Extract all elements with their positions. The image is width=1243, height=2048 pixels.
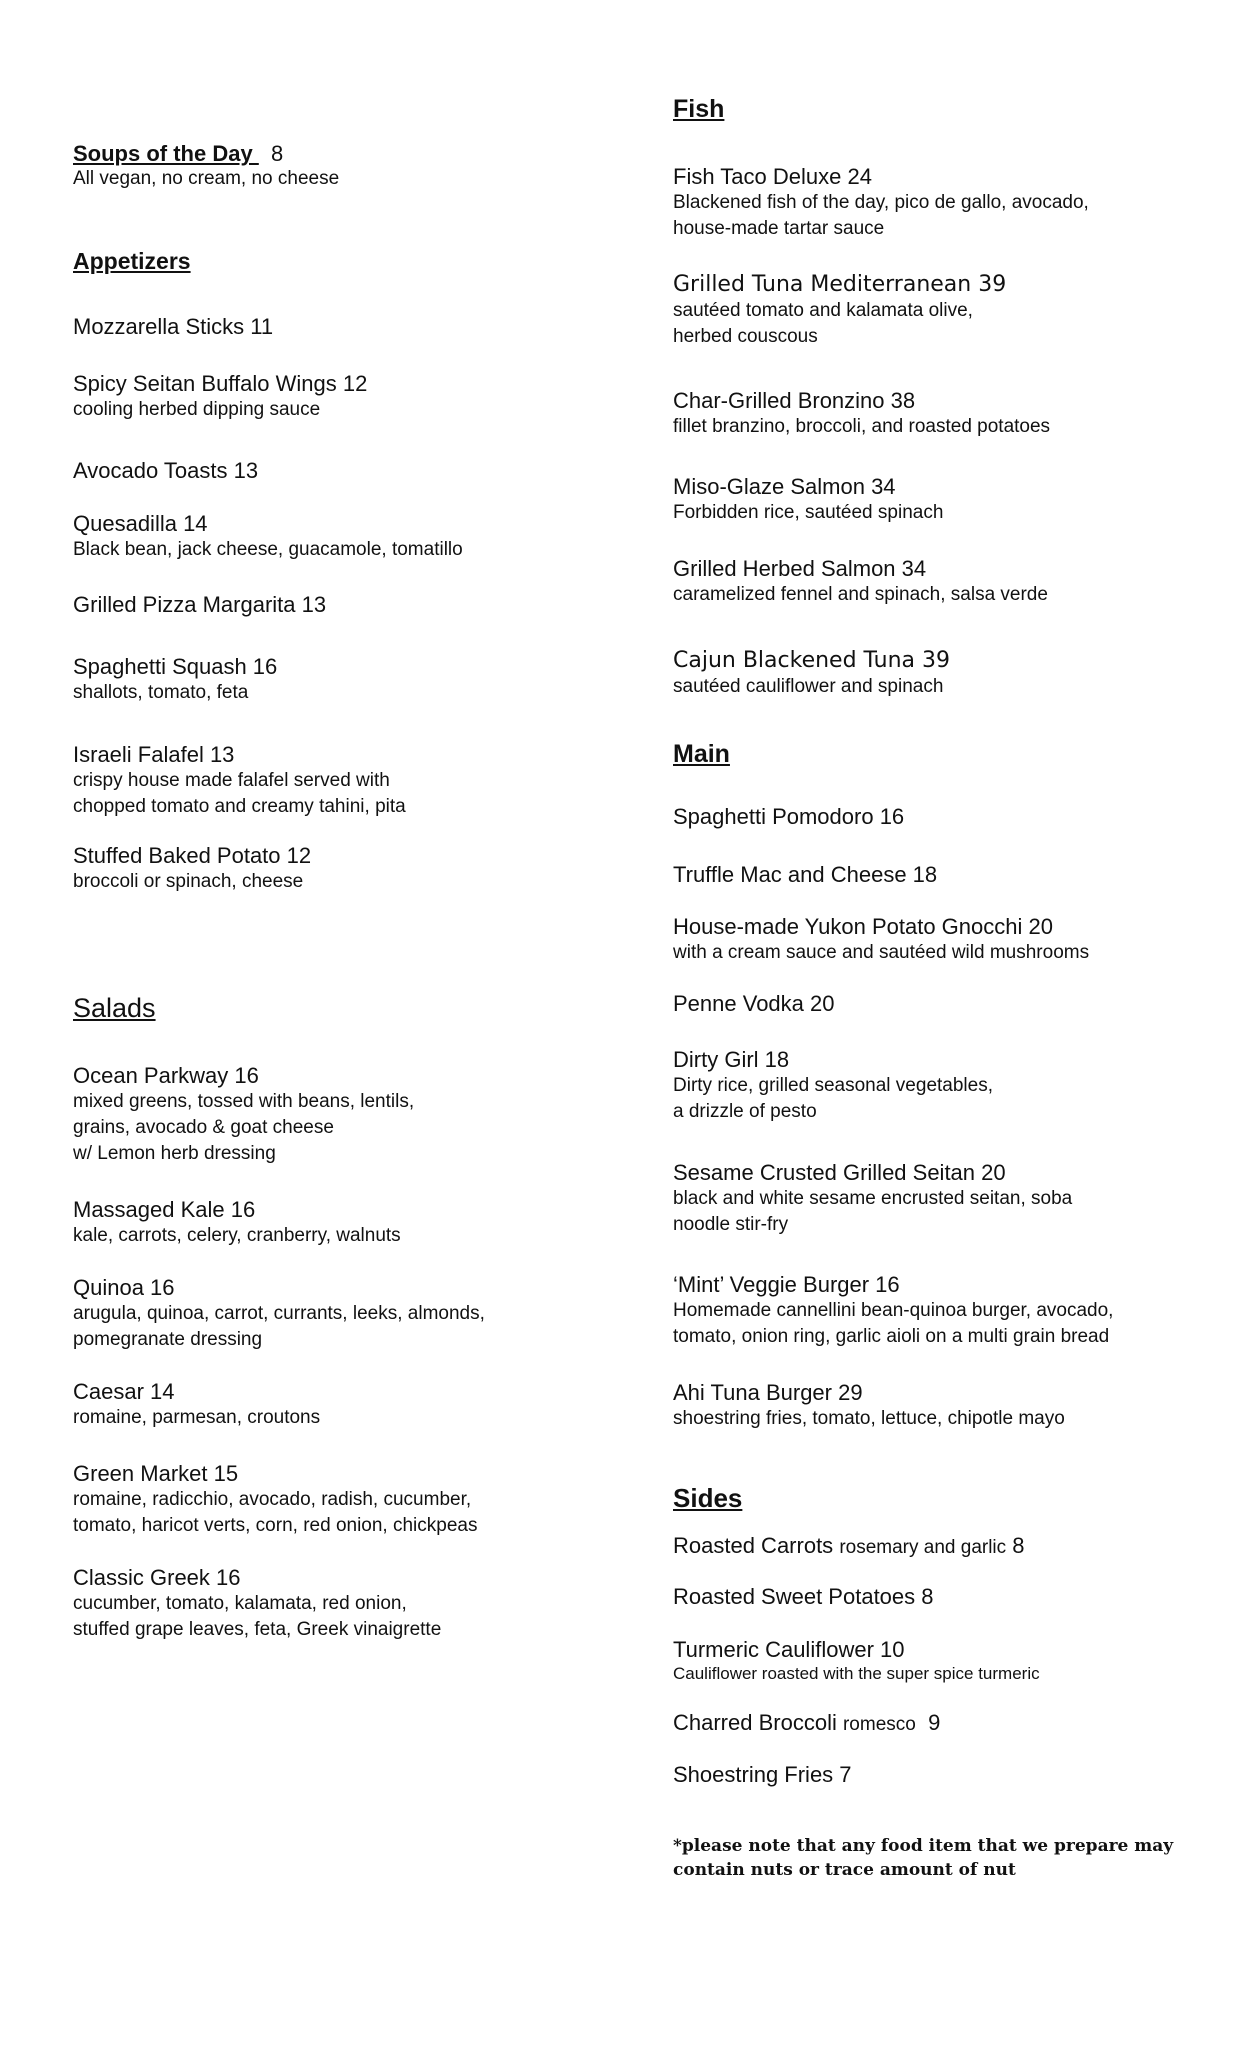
menu-item (73, 843, 311, 895)
item-desc: crispy house made falafel served with (73, 770, 390, 791)
item-name: Classic Greek 16 (73, 1565, 241, 1590)
menu-item (673, 1533, 1025, 1561)
item-desc: kale, carrots, celery, cranberry, walnuts (73, 1225, 401, 1246)
item-desc: shallots, tomato, feta (73, 682, 249, 703)
menu-item (673, 862, 937, 888)
item-name: Green Market 15 (73, 1461, 239, 1486)
fish-heading: Fish (673, 95, 725, 123)
item-desc: romaine, radicchio, avocado, radish, cucumber, (73, 1489, 472, 1510)
item-desc: Homemade cannellini bean-quinoa burger, avocado, (673, 1300, 1114, 1321)
item-desc: caramelized fennel and spinach, salsa verde (673, 584, 1048, 605)
item-name: Charred Broccoli romesco 9 (673, 1710, 941, 1735)
item-name: Mozzarella Sticks 11 (73, 314, 274, 339)
menu-item (673, 1160, 1072, 1238)
item-name: Grilled Herbed Salmon 34 (673, 556, 927, 581)
item-desc: w/ Lemon herb dressing (73, 1143, 276, 1164)
menu-item (673, 1710, 940, 1738)
menu-item (673, 1762, 852, 1788)
item-name: House-made Yukon Potato Gnocchi 20 (673, 914, 1053, 939)
menu-item (73, 592, 326, 618)
item-name: Israeli Falafel 13 (73, 742, 235, 767)
item-name: Quesadilla 14 (73, 511, 208, 536)
item-desc: arugula, quinoa, carrot, currants, leeks, almonds, (73, 1303, 485, 1324)
nut-allergy-note: *please note that any food item that we prepare may contain nuts or trace amount of nut (673, 1836, 1174, 1880)
item-desc: Cauliflower roasted with the super spice turmeric (673, 1664, 1040, 1683)
menu-item (673, 164, 1089, 242)
item-name: Ocean Parkway 16 (73, 1063, 259, 1088)
menu-item (73, 511, 463, 563)
menu-item (673, 556, 1048, 608)
item-desc: Dirty rice, grilled seasonal vegetables, (673, 1075, 993, 1096)
soups-section (73, 141, 339, 191)
item-desc: tomato, haricot verts, corn, red onion, chickpeas (73, 1515, 478, 1536)
item-name: Spaghetti Pomodoro 16 (673, 804, 905, 829)
salads-heading: Salads (73, 993, 156, 1023)
menu-item (73, 458, 258, 484)
appetizers-heading: Appetizers (73, 248, 191, 274)
item-desc: shoestring fries, tomato, lettuce, chipotle mayo (673, 1408, 1065, 1429)
menu-item (673, 804, 904, 830)
menu-item (673, 1272, 1113, 1350)
item-name: Spaghetti Squash 16 (73, 654, 278, 679)
item-desc: Forbidden rice, sautéed spinach (673, 502, 944, 523)
menu-item (73, 742, 406, 820)
item-desc: grains, avocado & goat cheese (73, 1117, 334, 1138)
item-name: ‘Mint’ Veggie Burger 16 (673, 1272, 900, 1297)
item-desc: chopped tomato and creamy tahini, pita (73, 796, 406, 817)
menu-item (673, 648, 950, 700)
menu-item (673, 1584, 934, 1610)
item-desc: house-made tartar sauce (673, 218, 885, 239)
item-inline-desc: romesco (842, 1714, 916, 1735)
item-name: Ahi Tuna Burger 29 (673, 1380, 863, 1405)
menu-item (73, 1063, 414, 1167)
item-desc: herbed couscous (673, 326, 818, 347)
item-name: Stuffed Baked Potato 12 (73, 843, 312, 868)
item-desc: Black bean, jack cheese, guacamole, tomatillo (73, 539, 463, 560)
item-desc: fillet branzino, broccoli, and roasted potatoes (673, 416, 1051, 437)
item-desc: romaine, parmesan, croutons (73, 1407, 321, 1428)
item-desc: broccoli or spinach, cheese (73, 871, 304, 892)
item-name: Grilled Tuna Mediterranean 39 (673, 272, 1007, 297)
menu-item (673, 1637, 1040, 1685)
item-name: Dirty Girl 18 (673, 1047, 790, 1072)
item-desc: noodle stir-fry (673, 1214, 789, 1235)
item-name: Turmeric Cauliflower 10 (673, 1637, 905, 1662)
item-desc: with a cream sauce and sautéed wild mushrooms (673, 942, 1090, 963)
item-desc: sautéed cauliflower and spinach (673, 676, 944, 697)
item-name: Miso-Glaze Salmon 34 (673, 474, 896, 499)
menu-item (73, 1565, 441, 1643)
menu-item (673, 474, 943, 526)
item-name: Char-Grilled Bronzino 38 (673, 388, 916, 413)
item-name: Cajun Blackened Tuna 39 (673, 648, 950, 673)
item-name: Truffle Mac and Cheese 18 (673, 862, 938, 887)
item-desc: tomato, onion ring, garlic aioli on a multi grain bread (673, 1326, 1110, 1347)
soups-desc: All vegan, no cream, no cheese (73, 168, 340, 189)
menu-item (673, 272, 1006, 350)
item-desc: cucumber, tomato, kalamata, red onion, (73, 1593, 407, 1614)
item-name: Penne Vodka 20 (673, 991, 835, 1016)
item-desc: cooling herbed dipping sauce (73, 399, 321, 420)
item-name: Fish Taco Deluxe 24 (673, 164, 872, 189)
item-inline-desc: rosemary and garlic (839, 1537, 1007, 1558)
item-desc: black and white sesame encrusted seitan, soba (673, 1188, 1073, 1209)
item-name: Roasted Carrots rosemary and garlic 8 (673, 1533, 1025, 1558)
item-name: Sesame Crusted Grilled Seitan 20 (673, 1160, 1006, 1185)
item-desc: mixed greens, tossed with beans, lentils, (73, 1091, 415, 1112)
menu-item (73, 1379, 320, 1431)
item-name: Spicy Seitan Buffalo Wings 12 (73, 371, 368, 396)
item-desc: sautéed tomato and kalamata olive, (673, 300, 973, 321)
main-heading: Main (673, 740, 730, 768)
menu-item (73, 1275, 485, 1353)
soups-price: 8 (271, 141, 284, 166)
soups-title: Soups of the Day (73, 141, 259, 166)
menu-item (673, 991, 834, 1017)
sides-heading: Sides (673, 1483, 743, 1513)
item-name: Roasted Sweet Potatoes 8 (673, 1584, 934, 1609)
item-name: Caesar 14 (73, 1379, 175, 1404)
item-name: Grilled Pizza Margarita 13 (73, 592, 327, 617)
item-name: Shoestring Fries 7 (673, 1762, 852, 1787)
menu-item (73, 371, 367, 423)
menu-item (673, 914, 1089, 966)
item-desc: Blackened fish of the day, pico de gallo, avocado, (673, 192, 1089, 213)
item-name: Avocado Toasts 13 (73, 458, 259, 483)
menu-item (673, 1380, 1065, 1432)
item-desc: stuffed grape leaves, feta, Greek vinaigrette (73, 1619, 442, 1640)
menu-item (673, 388, 1050, 440)
menu-item (73, 654, 277, 706)
menu-item (73, 1461, 477, 1539)
item-name: Quinoa 16 (73, 1275, 175, 1300)
item-name: Massaged Kale 16 (73, 1197, 256, 1222)
menu-item (73, 314, 273, 340)
menu-item (73, 1197, 401, 1249)
item-desc: pomegranate dressing (73, 1329, 263, 1350)
menu-item (673, 1047, 993, 1125)
item-desc: a drizzle of pesto (673, 1101, 817, 1122)
